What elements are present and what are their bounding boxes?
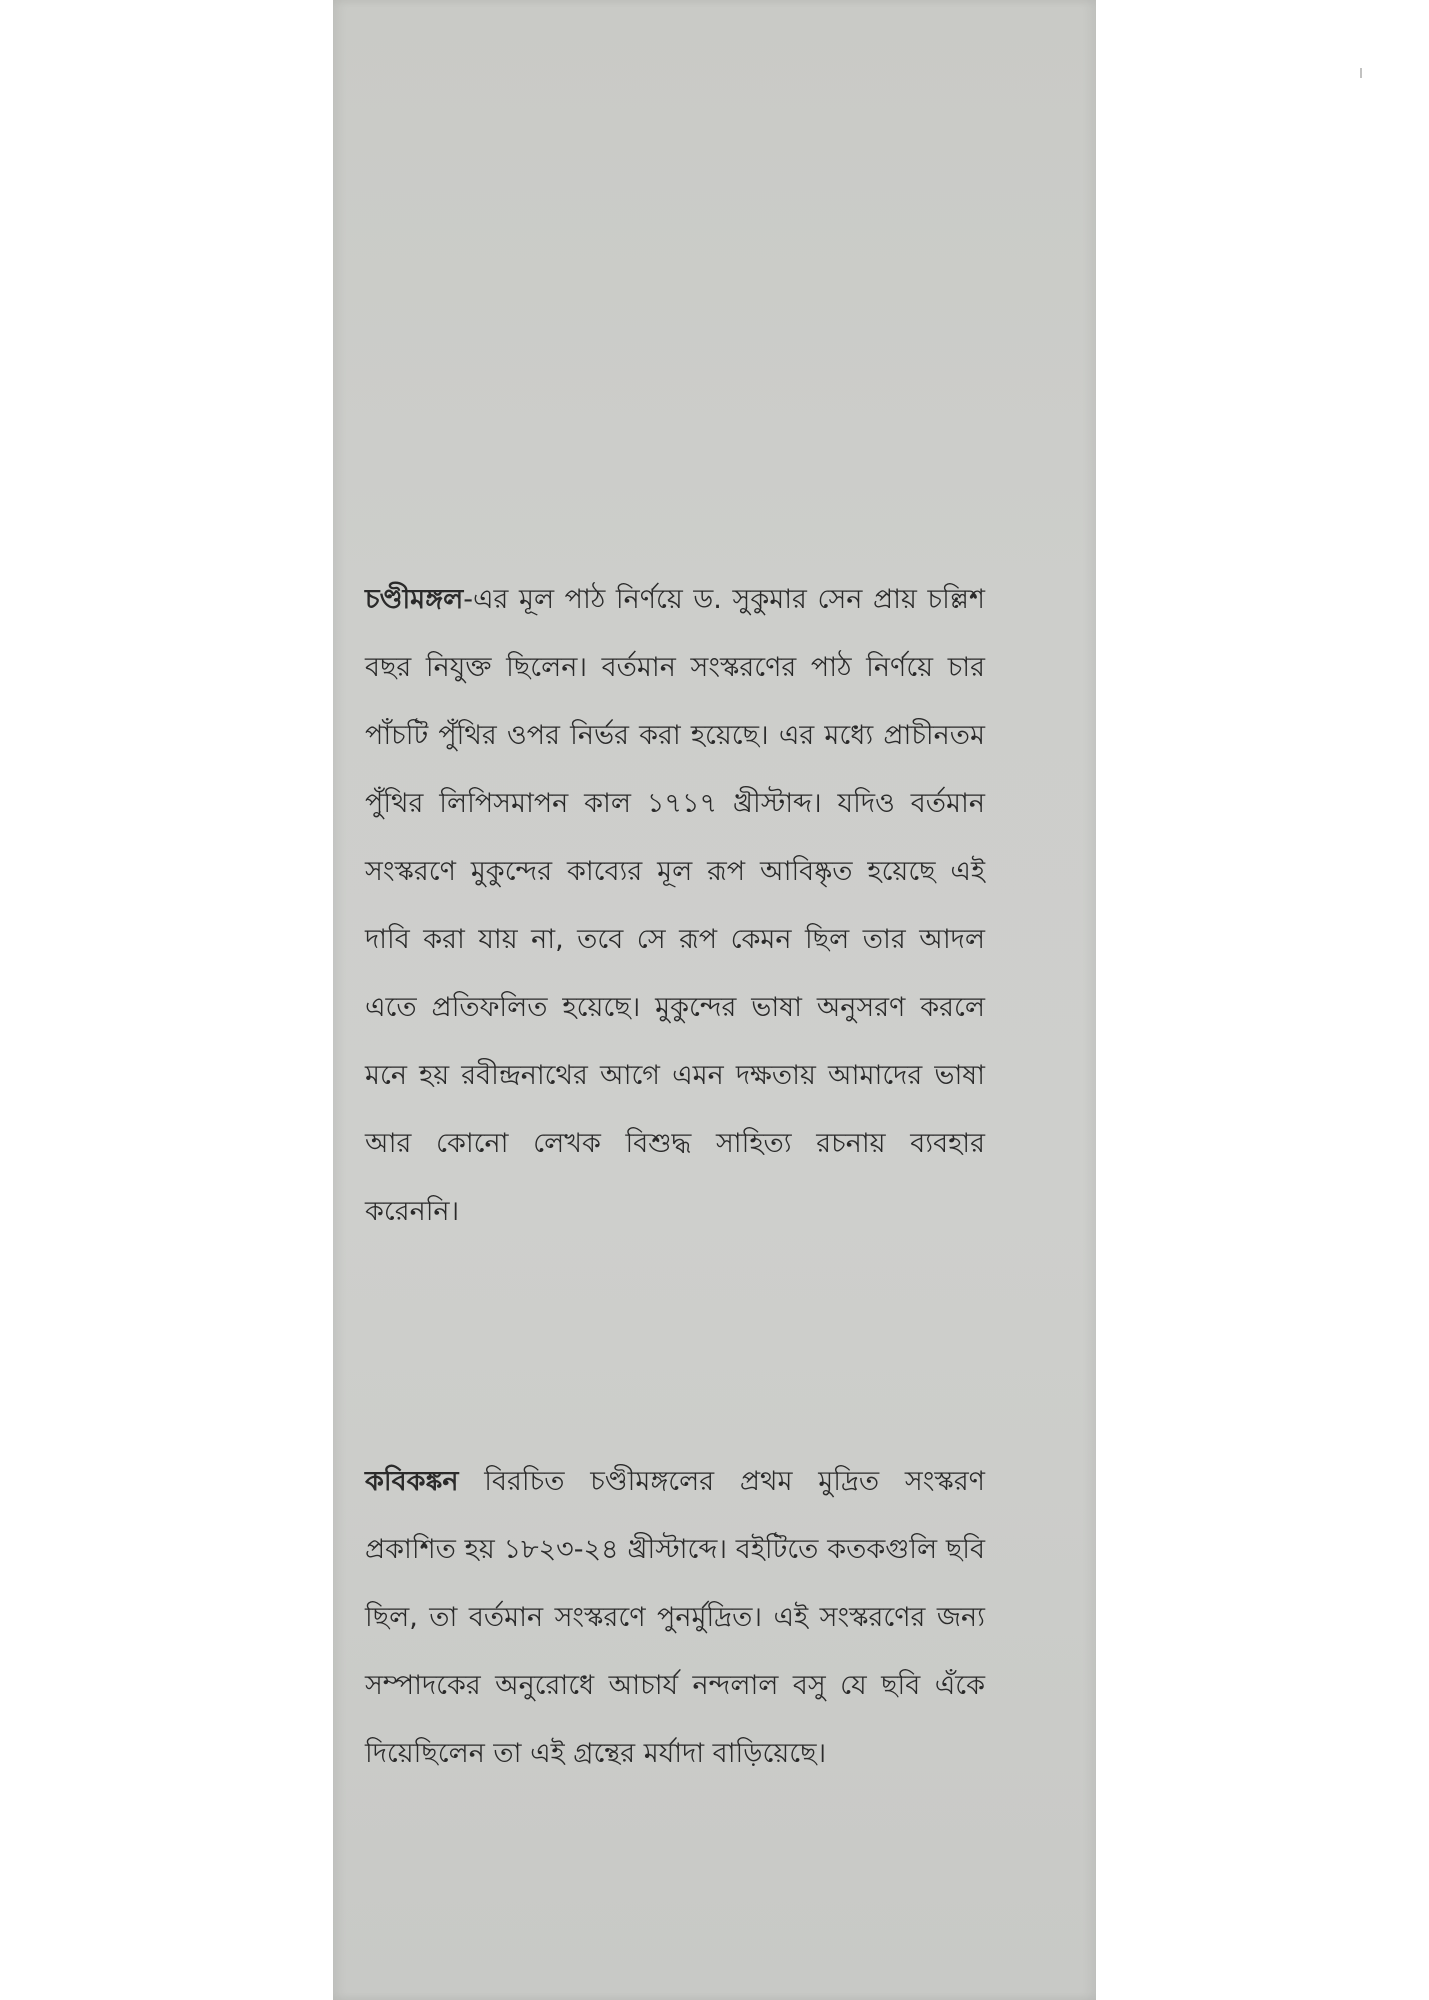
paragraph-first-edition: [365, 1448, 985, 1788]
paragraph-lead-title: চণ্ডীমঙ্গল: [365, 584, 464, 615]
paragraph-body: -এর মূল পাঠ নির্ণয়ে ড. সুকুমার সেন প্রায় চল্লিশ বছর নিযুক্ত ছিলেন। বর্তমান সংস্করণের পাঠ নির্ণয়ে চার পাঁচটি পুঁথির ওপর নির্ভর করা হয়েছে। এর মধ্যে প্রাচীনতম পুঁথির লিপিসমাপন কাল ১৭১৭ খ্রীস্টাব্দ। যদিও বর্তমান সংস্করণে মুকুন্দের কাব্যের মূল রূপ আবিষ্কৃত হয়েছে এই দাবি করা যায় না, তবে সে রূপ কেমন ছিল তার আদল এতে প্রতিফলিত হয়েছে। মুকুন্দের ভাষা অনুসরণ করলে মনে হয় রবীন্দ্রনাথের আগে এমন দক্ষতায় আমাদের ভাষা আর কোনো লেখক বিশুদ্ধ সাহিত্য রচনায় ব্যবহার করেননি।: [365, 584, 985, 1227]
paragraph-text-editing: [365, 566, 985, 1246]
paragraph-lead-author: কবিকঙ্কন: [365, 1466, 459, 1497]
paper-speck: [1360, 68, 1362, 78]
paragraph-body: বিরচিত চণ্ডীমঙ্গলের প্রথম মুদ্রিত সংস্করণ প্রকাশিত হয় ১৮২৩-২৪ খ্রীস্টাব্দে। বইটিতে কতকগুলি ছবি ছিল, তা বর্তমান সংস্করণে পুনর্মুদ্রিত। এই সংস্করণের জন্য সম্পাদকের অনুরোধে আচার্য নন্দলাল বসু যে ছবি এঁকে দিয়েছিলেন তা এই গ্রন্থের মর্যাদা বাড়িয়েছে।: [365, 1466, 985, 1769]
